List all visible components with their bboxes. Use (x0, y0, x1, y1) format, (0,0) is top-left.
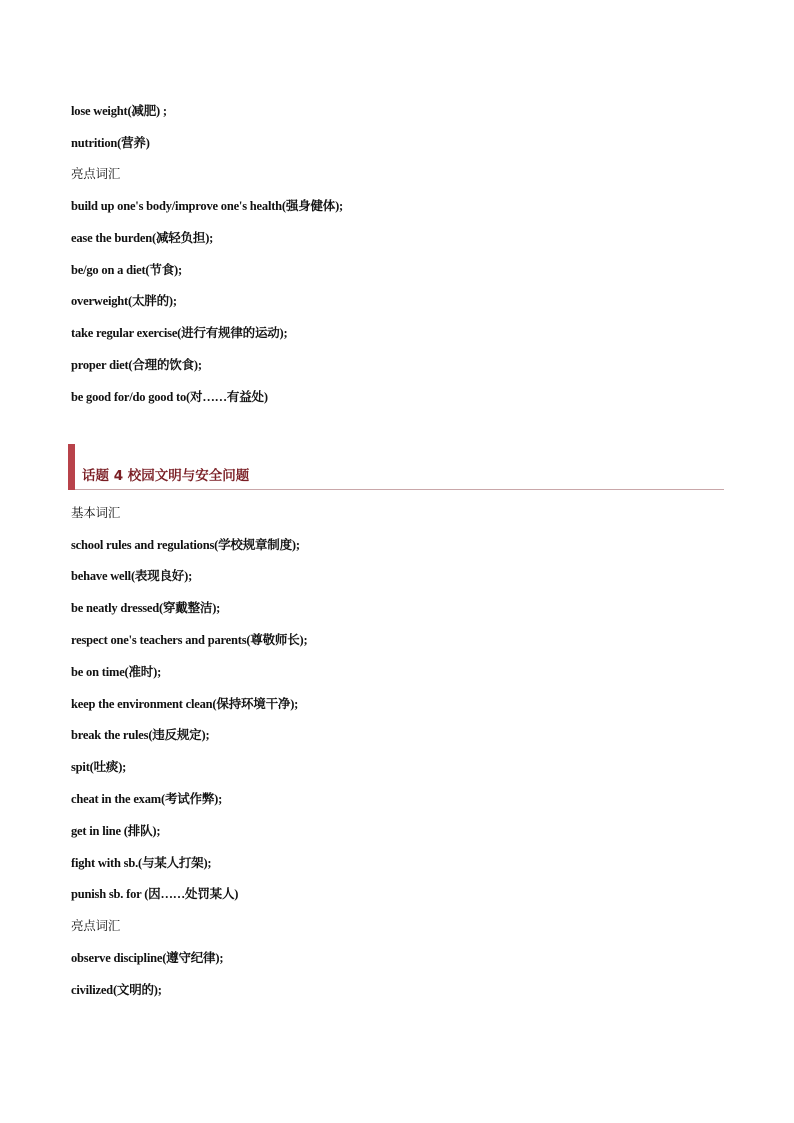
advanced-vocab-heading: 亮点词汇 (71, 918, 121, 933)
vocab-line: keep the environment clean(保持环境干净); (71, 697, 299, 711)
topic-section-header (68, 444, 724, 490)
vocab-line: break the rules(违反规定); (71, 728, 210, 742)
basic-vocab-heading: 基本词汇 (71, 505, 121, 520)
vocab-line: get in line (排队); (71, 824, 161, 838)
vocab-line: be/go on a diet(节食); (71, 263, 182, 277)
vocab-line: nutrition(营养) (71, 136, 150, 150)
vocab-line: proper diet(合理的饮食); (71, 358, 202, 372)
vocab-line: school rules and regulations(学校规章制度); (71, 538, 300, 552)
vocab-line: civilized(文明的); (71, 983, 162, 997)
vocab-line: be neatly dressed(穿戴整洁); (71, 601, 221, 615)
vocab-line: ease the burden(减轻负担); (71, 231, 214, 245)
vocab-line: be good for/do good to(对……有益处) (71, 390, 268, 404)
vocab-line: build up one's body/improve one's health(强身健体); (71, 199, 344, 213)
vocab-line: lose weight(减肥) ; (71, 104, 167, 118)
section-divider (75, 489, 724, 490)
vocab-line: take regular exercise(进行有规律的运动); (71, 326, 288, 340)
vocab-line: respect one's teachers and parents(尊敬师长); (71, 633, 308, 647)
section-accent-bar (68, 444, 75, 490)
topic-title: 话题 4 校园文明与安全问题 (82, 468, 250, 484)
vocab-line: be on time(准时); (71, 665, 162, 679)
vocab-line: cheat in the exam(考试作弊); (71, 792, 223, 806)
vocab-line: punish sb. for (因……处罚某人) (71, 887, 239, 901)
vocab-line: behave well(表现良好); (71, 569, 193, 583)
vocab-line: spit(吐痰); (71, 760, 127, 774)
vocab-line: fight with sb.(与某人打架); (71, 856, 212, 870)
vocab-line: observe discipline(遵守纪律); (71, 951, 224, 965)
vocab-line: overweight(太胖的); (71, 294, 177, 308)
advanced-vocab-heading: 亮点词汇 (71, 166, 121, 181)
